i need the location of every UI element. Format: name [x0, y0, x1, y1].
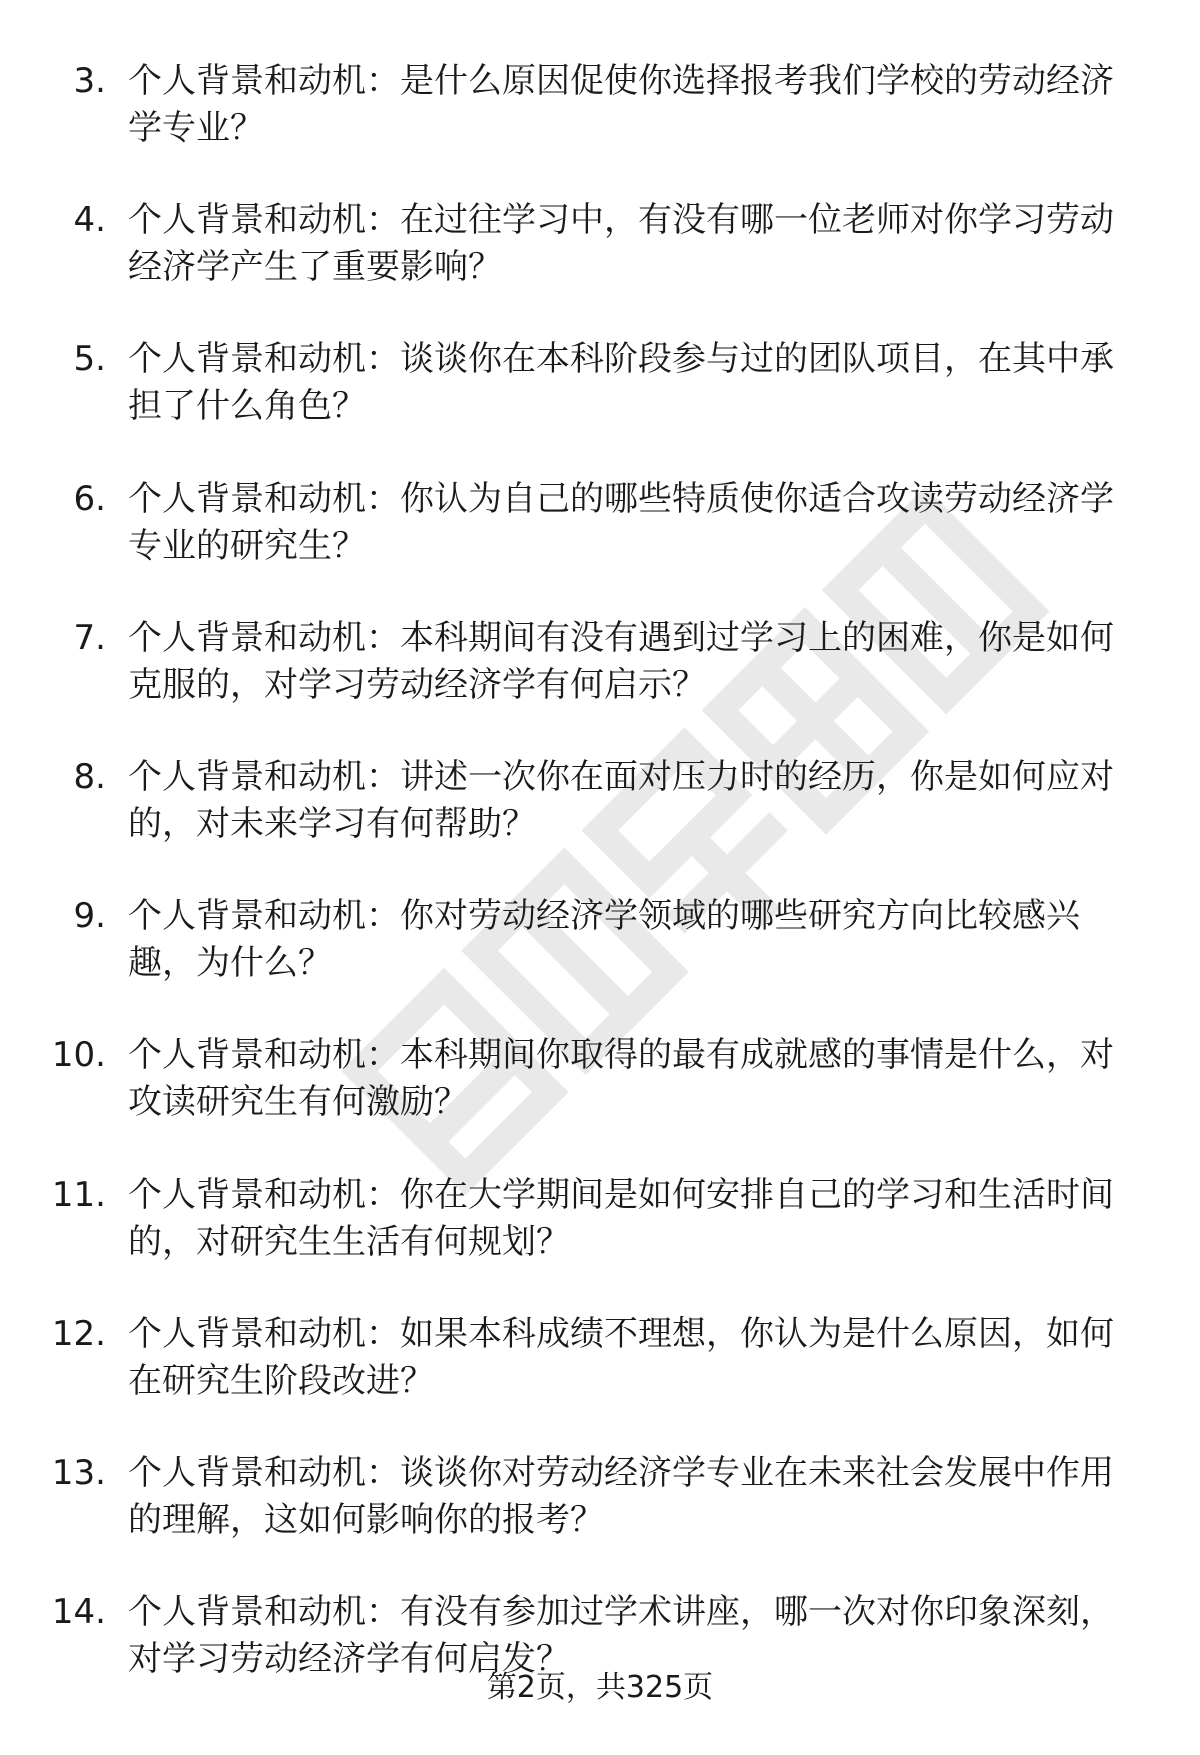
question-text: 个人背景和动机：你认为自己的哪些特质使你适合攻读劳动经济学专业的研究生？ [128, 478, 1114, 566]
list-item [0, 1032, 1200, 1171]
question-text: 个人背景和动机：你对劳动经济学领域的哪些研究方向比较感兴趣，为什么？ [128, 896, 1080, 984]
list-item [0, 336, 1200, 475]
question-text: 个人背景和动机：讲述一次你在面对压力时的经历，你是如何应对的，对未来学习有何帮助？ [128, 756, 1114, 844]
question-text: 个人背景和动机：如果本科成绩不理想，你认为是什么原因，如何在研究生阶段改进？ [128, 1313, 1114, 1401]
question-text: 个人背景和动机：本科期间你取得的最有成就感的事情是什么，对攻读研究生有何激励？ [128, 1035, 1114, 1123]
list-item [0, 1172, 1200, 1311]
question-text: 个人背景和动机：谈谈你对劳动经济学专业在未来社会发展中作用的理解，这如何影响你的报考？ [128, 1452, 1114, 1540]
question-number: 8. [73, 756, 106, 797]
question-number: 11. [51, 1174, 106, 1215]
list-item [0, 197, 1200, 336]
question-number: 12. [51, 1313, 106, 1354]
question-number: 7. [73, 617, 106, 658]
question-text: 个人背景和动机：有没有参加过学术讲座，哪一次对你印象深刻，对学习劳动经济学有何启发？ [128, 1592, 1114, 1680]
question-number: 10. [51, 1035, 106, 1076]
question-text: 个人背景和动机：本科期间有没有遇到过学习上的困难，你是如何克服的，对学习劳动经济学有何启示？ [128, 617, 1114, 705]
list-item [0, 1450, 1200, 1589]
question-text: 个人背景和动机：在过往学习中，有没有哪一位老师对你学习劳动经济学产生了重要影响？ [128, 200, 1114, 288]
question-number: 3. [73, 61, 106, 101]
list-item [0, 58, 1200, 197]
question-text: 个人背景和动机：谈谈你在本科阶段参与过的团队项目，在其中承担了什么角色？ [128, 339, 1114, 427]
question-text: 个人背景和动机：是什么原因促使你选择报考我们学校的劳动经济学专业？ [128, 61, 1114, 148]
question-number: 9. [73, 896, 106, 937]
question-number: 6. [73, 478, 106, 519]
question-number: 5. [73, 339, 106, 380]
question-number: 14. [51, 1592, 106, 1633]
list-item [0, 476, 1200, 615]
question-text: 个人背景和动机：你在大学期间是如何安排自己的学习和生活时间的，对研究生生活有何规划？ [128, 1174, 1114, 1262]
page-number-footer: 第2页，共325页 [486, 1670, 714, 1705]
question-number: 13. [51, 1452, 106, 1493]
list-item [0, 615, 1200, 754]
question-number: 4. [73, 200, 106, 241]
list-item [0, 893, 1200, 1032]
list-item [0, 754, 1200, 893]
list-item [0, 1311, 1200, 1450]
question-list [0, 58, 1200, 1728]
